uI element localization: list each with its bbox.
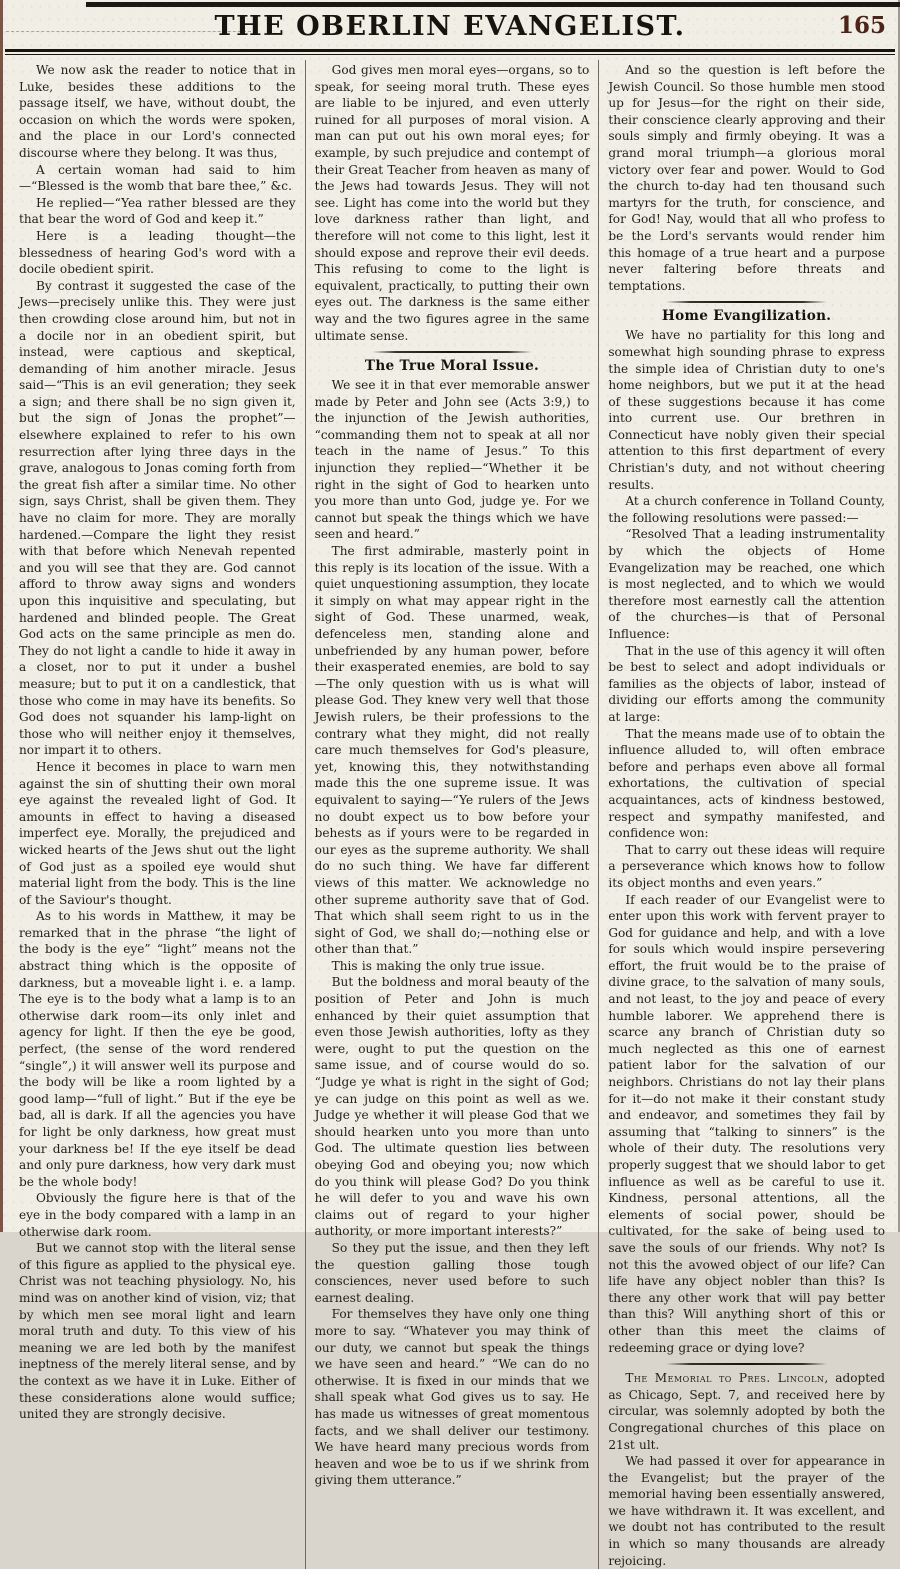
paragraph: As to his words in Matthew, it may be remarked that in the phrase “the light of the body is the eye” “light” means not the abstract thing which is the opposite of darkness, but a moveable light i. e. a lamp. The eye is to the body what a lamp is to an otherwise dark room—its only inlet and agency for light. If then the eye be good, perfect, (the sense of the word rendered “single”,) it will answer well its purpose and the body will be like a room lighted by a good lamp—“full of light.” But if the eye be bad, all is dark. If all the agencies you have for light be only darkness, how great must your darkness be! If the eye itself be dead and only pure darkness, how very dark must be the whole body! <box>19 909 296 1189</box>
paragraph: If each reader of our Evangelist were to enter upon this work with fervent prayer to God for guidance and help, and with a love for souls which would inspire persevering effort, the fruit would be to the praise of divine grace, to the salvation of many souls, and not least, to the joy and peace of every humble laborer. We apprehend there is scarce any branch of Christian duty so much neglected as this one of earnest patient labor for the salvation of our neighbors. Christians do not lay their plans for it—do not make it their constant study and endeavor, and sometimes they fail by assuming that “talking to sinners” is the whole of their duty. The resolutions very properly suggest that we should labor to get influence as well as be careful to use it. Kindness, personal attentions, all the elements of social power, should be cultivated, for the sake of being used to save the souls of our friends. Why not? Is not this the avowed object of our life? Can life have any object nobler than this? Is there any other work that will pay better than this? Will anything short of this or other than this meet the claims of redeeming grace or dying love? <box>608 892 885 1355</box>
paragraph: That the means made use of to obtain the influence alluded to, will often embrace before and perhaps even above all formal exhortations, the cultivation of special acquaintances, acts of kindness bestowed, respect and sympathy manifested, and confidence won: <box>608 726 885 841</box>
paragraph: This is making the only true issue. <box>331 958 545 973</box>
paragraph: God gives men moral eyes—organs, so to speak, for seeing moral truth. These eyes are liable to be injured, and even utterly ruined for all purposes of moral vision. A man can put out his own moral eyes; for example, by such prejudice and contempt of their Great Teacher from heaven as many of the Jews had towards Jesus. They will not see. Light has come into the world but they love darkness rather than light, and therefore will not come to this light, lest it should expose and reprove their evil deeds. This refusing to come to the light is equivalent, practically, to putting their own eyes out. The darkness is the same either way and the two figures agree in the same ultimate sense. <box>314 63 590 343</box>
section-divider-rule <box>666 1363 826 1365</box>
paragraph: Here is a leading thought—the blessedness of hearing God's word with a docile obedient spirit. <box>19 228 296 277</box>
memorial-text: adopted as Chicago, Sept. 7, and received here by circular, was solemnly adopted by both the Congregational churches of this place on 21st ult. <box>608 1371 885 1452</box>
page-left-edge-rule <box>0 0 3 1232</box>
column-3 <box>599 60 894 1569</box>
paragraph: That in the use of this agency it will often be best to select and adopt individuals or families as the objects of labor, instead of dividing our efforts among the community at large: <box>608 643 885 724</box>
paragraph: For themselves they have only one thing more to say. “Whatever you may think of our duty, we cannot but speak the things we have seen and heard.” “We can do no otherwise. It is fixed in our minds that we shall speak what God gives us to say. He has made us witnesses of great momentous facts, and we shall deliver our testimony. We have heard many precious words from heaven and woe be to us if we shrink from giving them utterance.” <box>314 1307 590 1488</box>
page-number: 165 <box>837 12 886 39</box>
column-2 <box>305 60 600 1569</box>
paragraph: And so the question is left before the Jewish Council. So those humble men stood up for Jesus—for the right on their side, their conscience clearly approving and their souls simply and firmly obeying. It was a grand moral triumph—a glorious moral victory over fear and power. Would to God the church to-day had ten thousand such martyrs for the truth, for conscience, and for God! Nay, would that all who profess to be the Lord's servants would render him this homage of a true heart and a purpose never faltering before threats and temptations. <box>608 63 885 293</box>
paragraph: But we cannot stop with the literal sense of this figure as applied to the physical eye. Christ was not teaching physiology. No, his mind was on another kind of vision, viz; that by which men see moral light and learn moral truth and duty. To this view of his meaning we are led both by the manifest ineptness of the merely literal sense, and by the context as we have it in Luke. Either of these considerations alone would suffice; united they are strongly decisive. <box>19 1241 296 1422</box>
paragraph: So they put the issue, and then they left the question galling those tough consciences, never used before to such earnest dealing. <box>314 1240 590 1305</box>
section-heading-home-evangilization: Home Evangilization. <box>662 308 832 325</box>
paragraph: Hence it becomes in place to warn men against the sin of shutting their own moral eye against the revealed light of God. It amounts in effect to having a diseased imperfect eye. Morally, the prejudiced and wicked hearts of the Jews shut out the light of God just as a spoiled eye would shut material light from the body. This is the line of the Saviour's thought. <box>19 759 296 907</box>
memorial-small-caps-lead: The Memorial to Pres. Lincoln, <box>625 1371 829 1386</box>
section-heading-true-moral-issue: The True Moral Issue. <box>364 358 540 375</box>
paragraph: By contrast it suggested the case of the Jews—precisely unlike this. They were just then crowding close around him, but not in a docile nor in an obedient spirit, but instead, were captious and skeptical, demanding of him another miracle. Jesus said—“This is an evil generation; they seek a sign; and there shall be no sign given it, but the sign of Jonas the prophet”—elsewhere explained to refer to his own resurrection after lying three days in the grave, analogous to Jonas coming forth from the great fish after a similar time. No other sign, says Christ, shall be given them. They have no claim for more. They are morally hardened.—Compare the light they resist with that before which Nenevah repented and you will see that they are. God cannot afford to throw away signs and wonders upon this inquisitive and speculating, but hardened and blinded people. The Great God acts on the same principle as men do. They do not light a candle to hide it away in a closet, nor to put it under a bushel measure; but to put it on a candlestick, that those who come in may have its benefits. So God does not squander his lamp-light on those who will neither enjoy it themselves, nor impart it to others. <box>19 278 296 758</box>
paragraph: We now ask the reader to notice that in Luke, besides these additions to the passage itself, we have, without doubt, the occasion on which the words were spoken, and the place in our Lord's connected discourse where they belong. It was thus, <box>19 63 296 160</box>
paragraph: We had passed it over for appearance in the Evangelist; but the prayer of the memorial having been essentially answered, we have withdrawn it. It was excellent, and we doubt not has contributed to the result in which so many thousands are already rejoicing. <box>608 1454 885 1568</box>
paragraph-memorial-to-lincoln <box>608 1370 885 1453</box>
section-divider-rule <box>372 351 531 353</box>
paragraph: He replied—“Yea rather blessed are they that bear the word of God and keep it.” <box>19 195 296 227</box>
section-divider-rule <box>666 301 826 303</box>
paragraph: A certain woman had said to him—“Blessed is the womb that bare thee,” &c. <box>19 162 296 194</box>
paragraph: But the boldness and moral beauty of the position of Peter and John is much enhanced by their quiet assumption that even those Jewish authorities, lofty as they were, ought to put the question on the same issue, and of course would do so. “Judge ye what is right in the sight of God; ye can judge on this point as well as we. Judge ye whether it will please God that we should hearken unto you more than unto God. The ultimate question lies between obeying God and obeying you; now which do you think will please God? Do you think he will defer to you and wave his own claims out of regard to your higher authority, or more important interests?” <box>314 975 590 1239</box>
paragraph: The first admirable, masterly point in this reply is its location of the issue. With a quiet unquestioning assumption, they locate it simply on what may appear right in the sight of God. These unarmed, weak, defenceless men, standing alone and unbefriended by any human power, before their exasperated enemies, are bold to say—The only question with us is what will please God. They knew very well that those Jewish rulers, be their professions to the contrary what they might, did not really care much themselves for God's pleasure, yet, knowing this, they notwithstanding made this the one supreme issue. It was equivalent to saying—“Ye rulers of the Jews no doubt expect us to bow before your behests as if yours were to be regarded in our eyes as the supreme authority. We shall do no such thing. We have far different views of this matter. We acknowledge no other supreme authority save that of God. That which shall seem right to us in the sight of God, we shall do;—nothing else or other than that.” <box>314 544 590 957</box>
paragraph: Obviously the figure here is that of the eye in the body compared with a lamp in an otherwise dark room. <box>19 1191 296 1239</box>
paragraph: At a church conference in Tolland County, the following resolutions were passed:— <box>608 494 885 525</box>
masthead <box>0 0 900 46</box>
paragraph: That to carry out these ideas will require a perseverance which knows how to follow its object months and even years.” <box>608 842 885 890</box>
columns-container <box>0 55 900 1568</box>
paragraph: We have no partiality for this long and somewhat high sounding phrase to express the simple idea of Christian duty to one's home neighbors, but we put it at the head of these suggestions because it has come into current use. Our brethren in Connecticut have nobly given their special attention to this first department of every Christian's duty, and not without cheering results. <box>608 328 885 492</box>
paragraph: We see it in that ever memorable answer made by Peter and John see (Acts 3:9,) to the injunction of the Jewish authorities, “commanding them not to speak at all nor teach in the name of Jesus.” To this injunction they replied—“Whether it be right in the sight of God to hearken unto you more than unto God, judge ye. For we cannot but speak the things which we have seen and heard.” <box>314 378 590 542</box>
column-1 <box>10 60 305 1569</box>
paragraph: “Resolved That a leading instrumentality by which the objects of Home Evangelization may be reached, one which is most neglected, and to which we would therefore most earnestly call the attention of the churches—is that of Personal Influence: <box>608 527 885 641</box>
masthead-title: THE OBERLIN EVANGELIST. <box>214 11 686 42</box>
